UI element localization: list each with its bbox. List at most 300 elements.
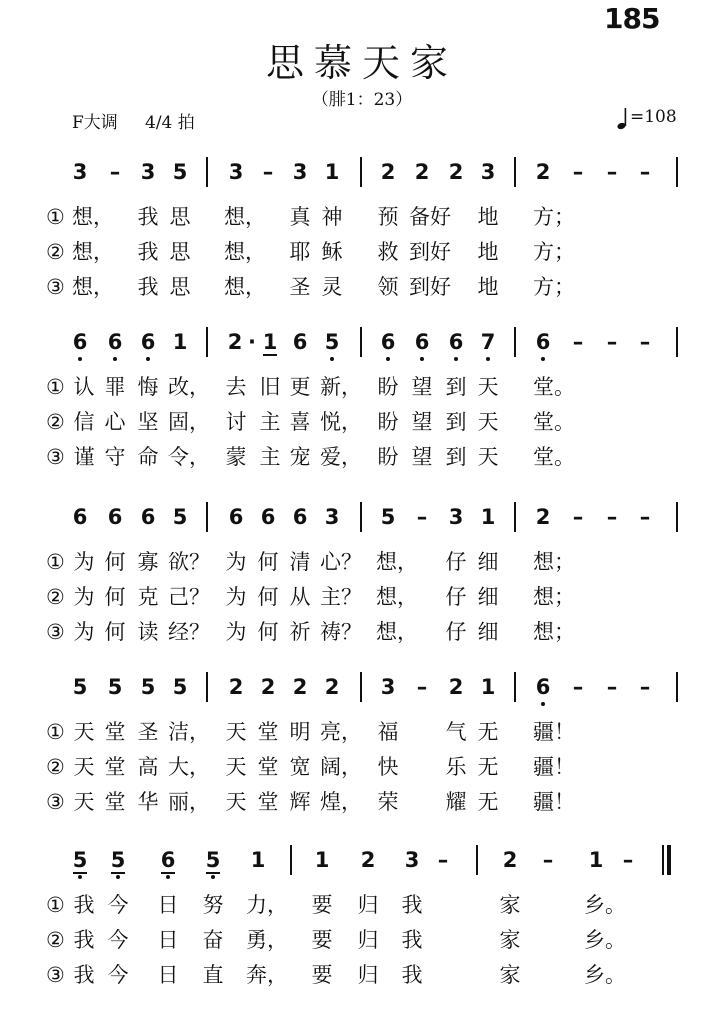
note-digit: 5: [172, 675, 188, 699]
lyric-syllable: 我: [137, 205, 159, 229]
lyric-syllable: 主？: [320, 585, 362, 609]
lyric-syllable: 力，: [246, 893, 288, 917]
lyric-syllable: 改，: [168, 375, 210, 399]
lyric-syllable: 辉: [289, 790, 311, 814]
lyric-syllable: 乡。: [584, 963, 626, 987]
dash-note: –: [262, 160, 274, 184]
lyric-syllable: 新，: [320, 375, 362, 399]
low-octave-dot: [78, 875, 82, 879]
lyric-syllable: 去: [225, 375, 247, 399]
lyric-syllable: 欲？: [168, 550, 210, 574]
lyric-syllable: 天: [73, 720, 95, 744]
lyric-syllable: 日: [157, 893, 179, 917]
lyric-syllable: 地: [477, 205, 499, 229]
lyric-syllable: 日: [157, 928, 179, 952]
note-digit: 2: [228, 675, 244, 699]
lyric-syllable: 守: [104, 445, 126, 469]
lyric-syllable: 圣: [289, 275, 311, 299]
lyric-syllable: 蒙: [225, 445, 247, 469]
lyric-syllable: 我: [73, 893, 95, 917]
lyric-syllable: 望: [411, 410, 433, 434]
note-digit: 3: [72, 160, 88, 184]
low-octave-dot: [541, 357, 545, 361]
lyric-syllable: 到: [445, 375, 467, 399]
bar-line: [206, 157, 208, 187]
bar-line: [514, 672, 516, 702]
lyric-syllable: 想，: [376, 620, 418, 644]
lyric-syllable: 煌，: [320, 790, 362, 814]
lyric-syllable: 归: [357, 893, 379, 917]
lyric-syllable: 疆！: [533, 755, 575, 779]
note-digit: 6: [292, 330, 308, 354]
bar-line: [206, 672, 208, 702]
dash-note: –: [606, 675, 618, 699]
note-digit: 6: [535, 330, 551, 354]
lyric-syllable: 地: [477, 275, 499, 299]
note-digit: 3: [404, 848, 420, 872]
lyric-syllable: 想，: [224, 240, 266, 264]
bar-line: [514, 502, 516, 532]
lyric-syllable: 堂。: [533, 445, 575, 469]
low-octave-dot: [486, 357, 490, 361]
note-digit: 6: [72, 330, 88, 354]
verse-number: ②: [46, 928, 65, 952]
lyric-syllable: 我: [401, 893, 423, 917]
lyric-syllable: 细: [477, 585, 499, 609]
lyric-syllable: 罪: [104, 375, 126, 399]
note-digit: 6: [72, 505, 88, 529]
lyric-syllable: 堂: [104, 755, 126, 779]
lyric-syllable: 要: [311, 928, 333, 952]
verse-number: ①: [46, 205, 65, 229]
verse-number: ②: [46, 585, 65, 609]
lyric-syllable: 信: [73, 410, 95, 434]
lyric-syllable: 丽，: [168, 790, 210, 814]
lyric-syllable: 疆！: [533, 720, 575, 744]
note-digit: 2: [535, 160, 551, 184]
eighth-underline: [206, 872, 220, 874]
lyric-syllable: 爱，: [320, 445, 362, 469]
key-signature: F大调: [72, 113, 118, 133]
lyric-syllable: 今: [107, 893, 129, 917]
low-octave-dot: [146, 357, 150, 361]
low-octave-dot: [454, 357, 458, 361]
note-digit: 1: [250, 848, 266, 872]
dash-note: –: [572, 160, 584, 184]
lyric-syllable: 盼: [377, 410, 399, 434]
eighth-underline: [111, 872, 125, 874]
lyric-syllable: 天: [225, 755, 247, 779]
lyric-syllable: 从: [289, 585, 311, 609]
lyric-syllable: 固，: [168, 410, 210, 434]
lyric-syllable: 乐: [445, 755, 467, 779]
lyric-syllable: 归: [357, 963, 379, 987]
lyric-syllable: 高: [137, 755, 159, 779]
time-signature: 4/4 拍: [145, 113, 195, 133]
lyric-syllable: 仔: [445, 585, 467, 609]
note-digit: 2: [324, 675, 340, 699]
lyric-syllable: 到好: [409, 275, 451, 299]
lyric-syllable: 思: [169, 240, 191, 264]
note-digit: 2: [448, 675, 464, 699]
note-digit: 3: [480, 160, 496, 184]
bar-line: [290, 845, 292, 875]
lyric-syllable: 想，: [224, 275, 266, 299]
note-digit: 3: [324, 505, 340, 529]
lyric-syllable: 我: [73, 963, 95, 987]
dash-note: –: [572, 505, 584, 529]
bar-line: [676, 327, 678, 357]
low-octave-dot: [113, 357, 117, 361]
dash-note: –: [606, 160, 618, 184]
verse-number: ①: [46, 550, 65, 574]
lyric-syllable: 奔，: [246, 963, 288, 987]
lyric-syllable: 克: [137, 585, 159, 609]
tempo-marking: =108: [630, 107, 677, 127]
lyric-syllable: 我: [401, 928, 423, 952]
final-bar-thick: [667, 845, 671, 875]
low-octave-dot: [116, 875, 120, 879]
lyric-syllable: 真: [289, 205, 311, 229]
note-digit: 2: [414, 160, 430, 184]
lyric-syllable: 为: [73, 550, 95, 574]
lyric-syllable: 到: [445, 445, 467, 469]
lyric-syllable: 堂: [257, 755, 279, 779]
note-digit: 3: [380, 675, 396, 699]
note-digit: 6: [380, 330, 396, 354]
lyric-syllable: 救: [377, 240, 399, 264]
lyric-syllable: 何: [104, 585, 126, 609]
lyric-syllable: 仔: [445, 550, 467, 574]
note-digit: 6: [260, 505, 276, 529]
final-bar-thin: [662, 845, 664, 875]
lyric-syllable: 堂: [257, 720, 279, 744]
page-title: 思慕天家: [265, 41, 458, 85]
note-digit: 2: [535, 505, 551, 529]
lyric-syllable: 天: [225, 720, 247, 744]
note-digit: 1: [172, 330, 188, 354]
lyric-syllable: 清: [289, 550, 311, 574]
lyric-syllable: 到好: [409, 240, 451, 264]
dash-note: –: [639, 505, 651, 529]
verse-number: ③: [46, 963, 65, 987]
lyric-syllable: 想，: [376, 550, 418, 574]
verse-number: ③: [46, 790, 65, 814]
lyric-syllable: 命: [137, 445, 159, 469]
note-digit: 2: [380, 160, 396, 184]
dash-note: –: [437, 848, 449, 872]
dash-note: –: [416, 505, 428, 529]
lyric-syllable: 要: [311, 893, 333, 917]
bar-line: [676, 157, 678, 187]
lyric-syllable: 福: [377, 720, 399, 744]
bar-line: [514, 157, 516, 187]
verse-number: ②: [46, 240, 65, 264]
lyric-syllable: 要: [311, 963, 333, 987]
lyric-syllable: 心？: [320, 550, 362, 574]
bar-line: [360, 502, 362, 532]
verse-number: ①: [46, 375, 65, 399]
lyric-syllable: 直: [202, 963, 224, 987]
lyric-syllable: 明: [289, 720, 311, 744]
lyric-syllable: 旧: [259, 375, 281, 399]
bar-line: [206, 502, 208, 532]
low-octave-dot: [330, 357, 334, 361]
lyric-syllable: 乡。: [584, 928, 626, 952]
low-octave-dot: [386, 357, 390, 361]
lyric-syllable: 天: [477, 410, 499, 434]
lyric-syllable: 盼: [377, 445, 399, 469]
lyric-syllable: 为: [225, 550, 247, 574]
verse-number: ②: [46, 410, 65, 434]
lyric-syllable: 天: [477, 375, 499, 399]
lyric-syllable: 细: [477, 550, 499, 574]
note-digit: 6: [140, 330, 156, 354]
lyric-syllable: 天: [73, 790, 95, 814]
lyric-syllable: 我: [401, 963, 423, 987]
augmentation-dot: ·: [248, 330, 256, 354]
lyric-syllable: 乡。: [584, 893, 626, 917]
eighth-underline: [73, 872, 87, 874]
lyric-syllable: 家: [499, 928, 521, 952]
lyric-syllable: 天: [225, 790, 247, 814]
lyric-syllable: 主: [259, 445, 281, 469]
lyric-syllable: 经？: [168, 620, 210, 644]
note-digit: 6: [414, 330, 430, 354]
lyric-syllable: 想，: [224, 205, 266, 229]
note-digit: 6: [107, 330, 123, 354]
bar-line: [676, 672, 678, 702]
lyric-syllable: 家: [499, 963, 521, 987]
note-digit: 6: [140, 505, 156, 529]
note-digit: 5: [205, 848, 221, 872]
lyric-syllable: 日: [157, 963, 179, 987]
low-octave-dot: [166, 875, 170, 879]
note-digit: 5: [140, 675, 156, 699]
lyric-syllable: 疆！: [533, 790, 575, 814]
dash-note: –: [639, 675, 651, 699]
note-digit: 6: [448, 330, 464, 354]
eighth-underline: [161, 872, 175, 874]
lyric-syllable: 宠: [289, 445, 311, 469]
lyric-syllable: 家: [499, 893, 521, 917]
lyric-syllable: 想；: [533, 550, 575, 574]
lyric-syllable: 归: [357, 928, 379, 952]
lyric-syllable: 主: [259, 410, 281, 434]
lyric-syllable: 阔，: [320, 755, 362, 779]
note-digit: 5: [107, 675, 123, 699]
eighth-underline: [263, 354, 277, 356]
lyric-syllable: 祈: [289, 620, 311, 644]
low-octave-dot: [211, 875, 215, 879]
dash-note: –: [416, 675, 428, 699]
lyric-syllable: 堂。: [533, 375, 575, 399]
note-digit: 5: [72, 848, 88, 872]
dash-note: –: [606, 505, 618, 529]
bar-line: [676, 502, 678, 532]
note-digit: 5: [380, 505, 396, 529]
lyric-syllable: 何: [257, 585, 279, 609]
lyric-syllable: 堂: [104, 720, 126, 744]
lyric-syllable: 地: [477, 240, 499, 264]
note-digit: 1: [324, 160, 340, 184]
lyric-syllable: 想，: [376, 585, 418, 609]
lyric-syllable: 思: [169, 275, 191, 299]
bar-line: [360, 157, 362, 187]
lyric-syllable: 耶: [289, 240, 311, 264]
note-digit: 7: [480, 330, 496, 354]
lyric-syllable: 大，: [168, 755, 210, 779]
lyric-syllable: 奋: [202, 928, 224, 952]
verse-number: ①: [46, 893, 65, 917]
note-digit: 2: [292, 675, 308, 699]
dash-note: –: [639, 160, 651, 184]
lyric-syllable: 讨: [225, 410, 247, 434]
lyric-syllable: 为: [225, 620, 247, 644]
dash-note: –: [109, 160, 121, 184]
note-digit: 6: [535, 675, 551, 699]
lyric-syllable: 更: [289, 375, 311, 399]
lyric-syllable: 圣: [137, 720, 159, 744]
lyric-syllable: 华: [137, 790, 159, 814]
note-digit: 1: [480, 675, 496, 699]
low-octave-dot: [78, 357, 82, 361]
lyric-syllable: 想，: [72, 275, 114, 299]
lyric-syllable: 堂: [104, 790, 126, 814]
note-digit: 2: [502, 848, 518, 872]
lyric-syllable: 细: [477, 620, 499, 644]
lyric-syllable: 快: [377, 755, 399, 779]
lyric-syllable: 想，: [72, 205, 114, 229]
lyric-syllable: 天: [477, 445, 499, 469]
lyric-syllable: 天: [73, 755, 95, 779]
lyric-syllable: 悦，: [320, 410, 362, 434]
note-digit: 2: [260, 675, 276, 699]
note-digit: 6: [160, 848, 176, 872]
lyric-syllable: 祷？: [320, 620, 362, 644]
lyric-syllable: 想；: [533, 585, 575, 609]
lyric-syllable: 荣: [377, 790, 399, 814]
lyric-syllable: 勇，: [246, 928, 288, 952]
lyric-syllable: 堂。: [533, 410, 575, 434]
note-digit: 1: [480, 505, 496, 529]
lyric-syllable: 我: [73, 928, 95, 952]
dash-note: –: [572, 675, 584, 699]
quarter-note-icon: [617, 108, 629, 130]
note-digit: 2: [227, 330, 243, 354]
lyric-syllable: 气: [445, 720, 467, 744]
note-digit: 1: [314, 848, 330, 872]
scripture-reference: （腓1：23）: [311, 90, 413, 110]
hymn-number: 185: [604, 2, 660, 35]
lyric-syllable: 悔: [137, 375, 159, 399]
lyric-syllable: 令，: [168, 445, 210, 469]
lyric-syllable: 我: [137, 275, 159, 299]
bar-line: [360, 672, 362, 702]
lyric-syllable: 到: [445, 410, 467, 434]
lyric-syllable: 方；: [533, 205, 575, 229]
note-digit: 5: [72, 675, 88, 699]
lyric-syllable: 喜: [289, 410, 311, 434]
verse-number: ③: [46, 620, 65, 644]
verse-number: ③: [46, 445, 65, 469]
lyric-syllable: 读: [137, 620, 159, 644]
lyric-syllable: 方；: [533, 275, 575, 299]
note-digit: 3: [448, 505, 464, 529]
dash-note: –: [542, 848, 554, 872]
lyric-syllable: 己？: [168, 585, 210, 609]
note-digit: 5: [110, 848, 126, 872]
lyric-syllable: 为: [73, 585, 95, 609]
note-digit: 5: [324, 330, 340, 354]
lyric-syllable: 为: [225, 585, 247, 609]
lyric-syllable: 灵: [321, 275, 343, 299]
lyric-syllable: 稣: [321, 240, 343, 264]
lyric-syllable: 盼: [377, 375, 399, 399]
note-digit: 1: [588, 848, 604, 872]
lyric-syllable: 宽: [289, 755, 311, 779]
verse-number: ②: [46, 755, 65, 779]
lyric-syllable: 何: [104, 620, 126, 644]
low-octave-dot: [541, 702, 545, 706]
bar-line: [206, 327, 208, 357]
lyric-syllable: 思: [169, 205, 191, 229]
lyric-syllable: 寡: [137, 550, 159, 574]
note-digit: 5: [172, 160, 188, 184]
lyric-syllable: 洁，: [168, 720, 210, 744]
verse-number: ③: [46, 275, 65, 299]
note-digit: 6: [292, 505, 308, 529]
lyric-syllable: 神: [321, 205, 343, 229]
dash-note: –: [622, 848, 634, 872]
lyric-syllable: 努: [202, 893, 224, 917]
note-digit: 2: [360, 848, 376, 872]
lyric-syllable: 我: [137, 240, 159, 264]
lyric-syllable: 何: [257, 620, 279, 644]
note-digit: 2: [448, 160, 464, 184]
lyric-syllable: 想，: [72, 240, 114, 264]
lyric-syllable: 耀: [445, 790, 467, 814]
note-digit: 3: [292, 160, 308, 184]
lyric-syllable: 方；: [533, 240, 575, 264]
lyric-syllable: 望: [411, 445, 433, 469]
lyric-syllable: 今: [107, 963, 129, 987]
verse-number: ①: [46, 720, 65, 744]
lyric-syllable: 何: [257, 550, 279, 574]
lyric-syllable: 谨: [73, 445, 95, 469]
lyric-syllable: 何: [104, 550, 126, 574]
lyric-syllable: 心: [104, 410, 126, 434]
lyric-syllable: 坚: [137, 410, 159, 434]
lyric-syllable: 为: [73, 620, 95, 644]
lyric-syllable: 领: [377, 275, 399, 299]
lyric-syllable: 望: [411, 375, 433, 399]
dash-note: –: [606, 330, 618, 354]
note-digit: 1: [262, 330, 278, 354]
lyric-syllable: 备好: [409, 205, 451, 229]
dash-note: –: [572, 330, 584, 354]
note-digit: 3: [140, 160, 156, 184]
bar-line: [360, 327, 362, 357]
lyric-syllable: 无: [477, 720, 499, 744]
lyric-syllable: 今: [107, 928, 129, 952]
lyric-syllable: 亮，: [320, 720, 362, 744]
lyric-syllable: 无: [477, 755, 499, 779]
note-digit: 6: [107, 505, 123, 529]
bar-line: [514, 327, 516, 357]
note-digit: 3: [228, 160, 244, 184]
dash-note: –: [639, 330, 651, 354]
